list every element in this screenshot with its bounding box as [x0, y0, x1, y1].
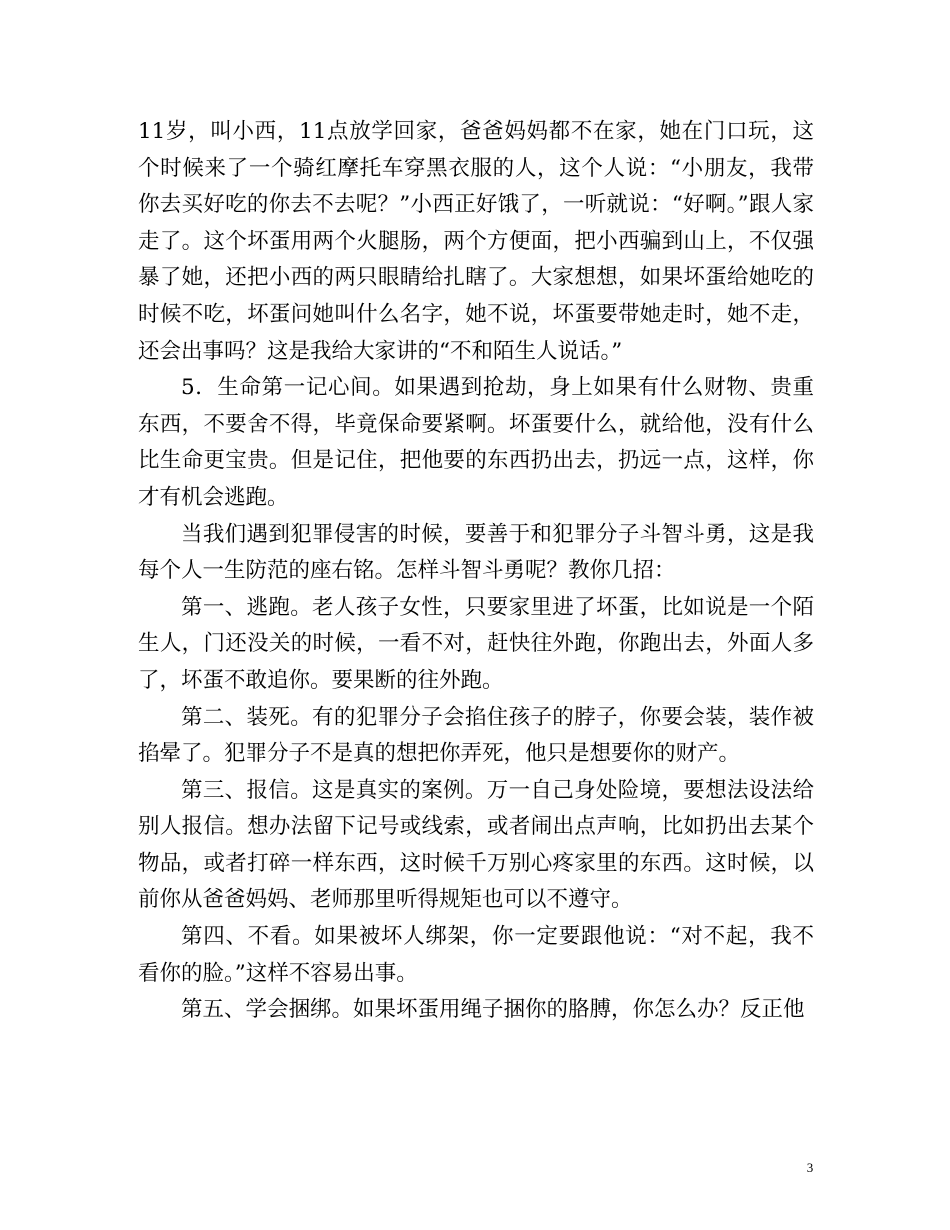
paragraph-continued-story: 11岁，叫小西，11点放学回家，爸爸妈妈都不在家，她在门口玩，这个时候来了一个骑红摩托车穿黑衣服的人，这个人说：“小朋友，我带你去买好吃的你去不去呢？”小西正好饿了，一听就说：“好啊。”跟人家走了。这个坏蛋用两个火腿肠，两个方便面，把小西骗到山上，不仅强暴了她，还把小西的两只眼睛给扎瞎了。大家想想，如果坏蛋给她吃的时候不吃，坏蛋问她叫什么名字，她不说，坏蛋要带她走时，她不走，还会出事吗？这是我给大家讲的“不和陌生人说话。”	[138, 119, 814, 364]
paragraph-tip-3: 第三、报信。这是真实的案例。万一自己身处险境，要想法设法给别人报信。想办法留下记号或线索，或者闹出点声响，比如扔出去某个物品，或者打碎一样东西，这时候千万别心疼家里的东西。这时候，以前你从爸爸妈妈、老师那里听得规矩也可以不遵守。	[138, 777, 814, 913]
paragraph-tip-4: 第四、不看。如果被坏人绑架，你一定要跟他说：“对不起，我不看你的脸。”这样不容易出事。	[138, 924, 814, 986]
page-number: 3	[806, 1160, 814, 1175]
paragraph-tip-5: 第五、学会捆绑。如果坏蛋用绳子捆你的胳膊，你怎么办？反正他	[181, 997, 805, 1023]
paragraph-tip-1: 第一、逃跑。老人孩子女性，只要家里进了坏蛋，比如说是一个陌生人，门还没关的时候，一看不对，赶快往外跑，你跑出去，外面人多了，坏蛋不敢追你。要果断的往外跑。	[138, 594, 814, 693]
document-body	[138, 114, 814, 1029]
paragraph-tip-2: 第二、装死。有的犯罪分子会掐住孩子的脖子，你要会装，装作被掐晕了。犯罪分子不是真的想把你弄死，他只是想要你的财产。	[138, 704, 814, 767]
paragraph-point-5: 5．生命第一记心间。如果遇到抢劫，身上如果有什么财物、贵重东西，不要舍不得，毕竟保命要紧啊。坏蛋要什么，就给他，没有什么比生命更宝贵。但是记住，把他要的东西扔出去，扔远一点，这样，你才有机会逃跑。	[138, 375, 814, 510]
paragraph-intro-tips: 当我们遇到犯罪侵害的时候，要善于和犯罪分子斗智斗勇，这是我每个人一生防范的座右铭。怎样斗智斗勇呢？教你几招：	[138, 521, 814, 584]
